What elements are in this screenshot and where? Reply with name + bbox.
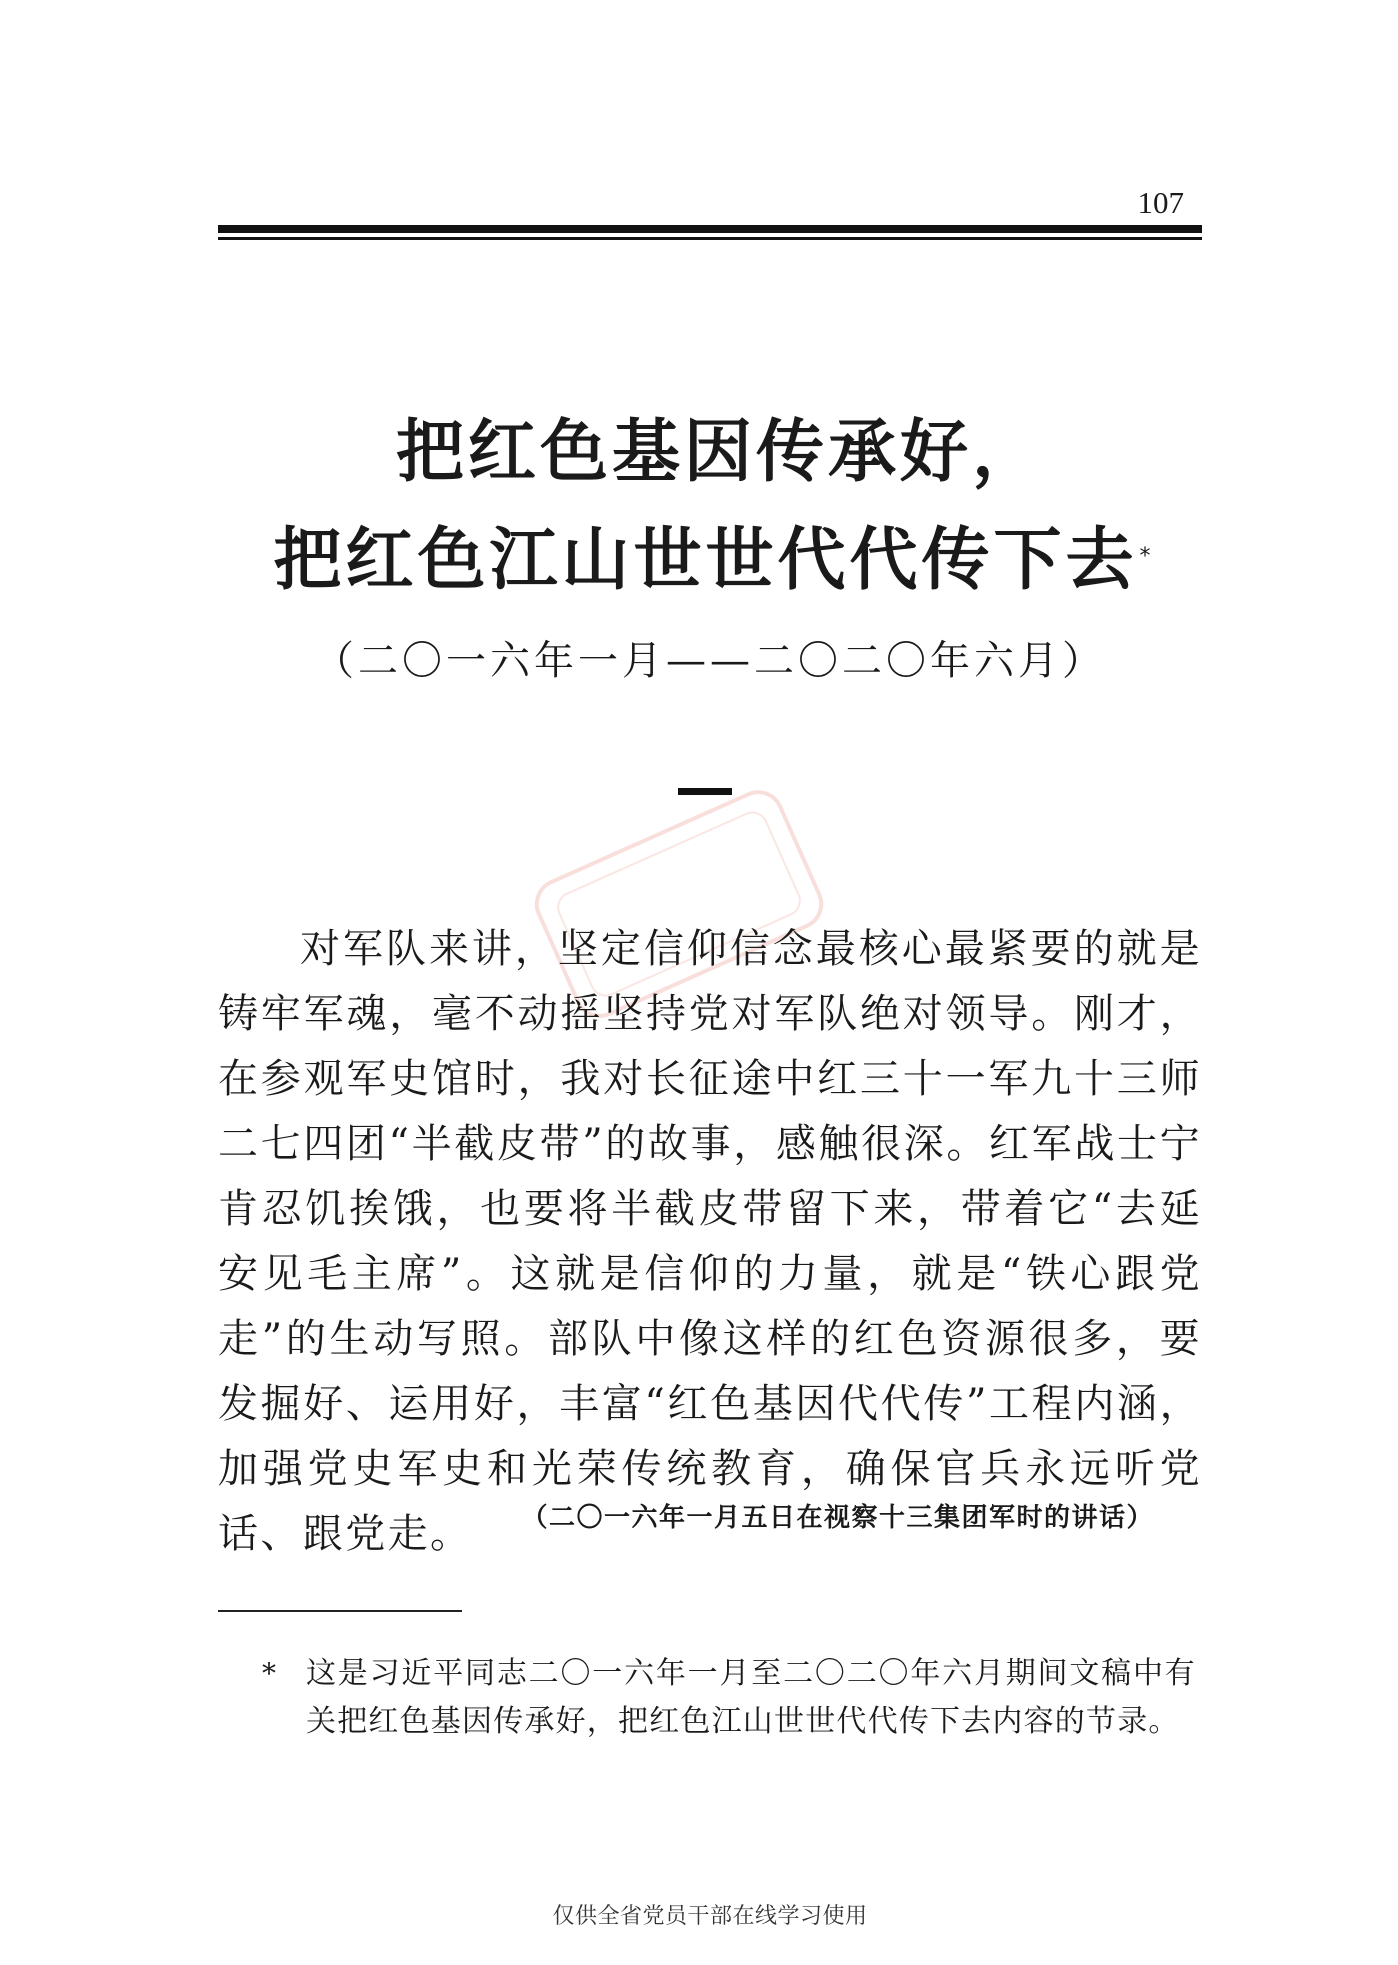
usage-watermark: 仅供全省党员干部在线学习使用 <box>552 1904 868 1929</box>
speech-source: （二〇一六年一月五日在视察十三集团军时的讲话） <box>521 1503 1154 1533</box>
header-rule-thick <box>218 225 1202 233</box>
page-number: 107 <box>1137 185 1184 220</box>
section-number-text <box>678 788 679 789</box>
date-range: （二〇一六年一月——二〇二〇年六月） <box>314 638 1106 684</box>
title-line-1-text: 把红色基因传承好， <box>395 413 1044 492</box>
section-number <box>678 788 732 795</box>
footnote-marker: * <box>262 1657 276 1690</box>
footnote-rule <box>218 1610 462 1612</box>
footnote-text: 这是习近平同志二〇一六年一月至二〇二〇年六月期间文稿中有关把红色基因传承好，把红色江山世世代代传下去内容的节录。 <box>306 1656 1196 1739</box>
title-line-2-text: 把红色江山世世代代传下去 <box>273 521 1138 600</box>
body-paragraph: 对军队来讲，坚定信仰信念最核心最紧要的就是铸牢军魂，毫不动摇坚持党对军队绝对领导。刚才，在参观军史馆时，我对长征途中红三十一军九十三师二七四团“半截皮带”的故事，感触很深。红军战士宁肯忍饥挨饿，也要将半截皮带留下来，带着它“去延安见毛主席”。这就是信仰的力量，就是“铁心跟党走”的生动写照。部队中像这样的红色资源很多，要发掘好、运用好，丰富“红色基因代代传”工程内涵，加强党史军史和光荣传统教育，确保官兵永远听党话、跟党走。 <box>218 926 1202 1557</box>
title-footnote-marker: * <box>1139 544 1155 569</box>
header-rule-thin <box>218 237 1202 240</box>
title-line-1 <box>228 413 1212 493</box>
title-line-2 <box>222 521 1206 601</box>
